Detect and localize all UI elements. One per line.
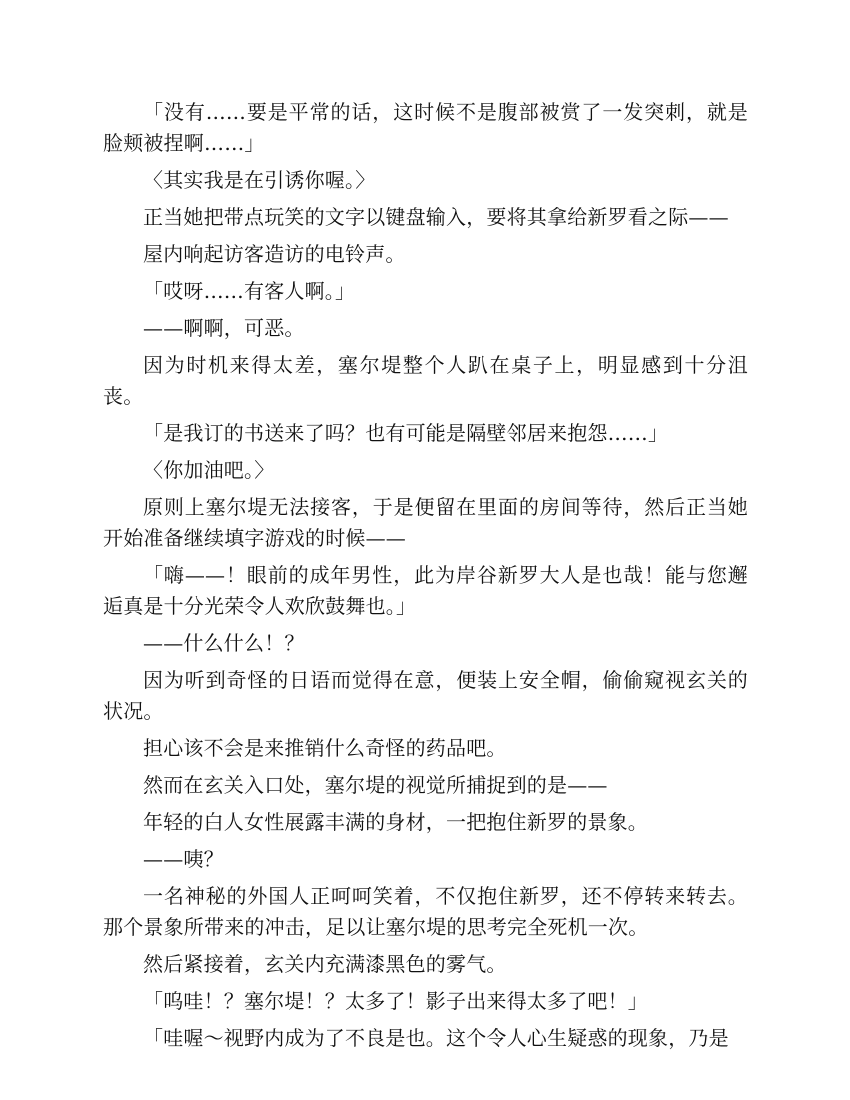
paragraph: 因为时机来得太差，塞尔堤整个人趴在桌子上，明显感到十分沮丧。 <box>103 353 748 408</box>
paragraph: 〈你加油吧。〉 <box>143 458 275 482</box>
paragraph: 〈其实我是在引诱你喔。〉 <box>143 168 376 192</box>
paragraph: 正当她把带点玩笑的文字以键盘输入，要将其拿给新罗看之际—— <box>143 205 729 229</box>
novel-page <box>103 97 748 1060</box>
paragraph: 担心该不会是来推销什么奇怪的药品吧。 <box>143 736 507 760</box>
paragraph: 「呜哇！？塞尔堤！？太多了！影子出来得太多了吧！」 <box>143 989 648 1013</box>
paragraph: 因为听到奇怪的日语而觉得在意，便装上安全帽，偷偷窥视玄关的状况。 <box>103 668 748 723</box>
paragraph: 然后紧接着，玄关内充满漆黑色的雾气。 <box>143 952 507 976</box>
paragraph: 原则上塞尔堤无法接客，于是便留在里面的房间等待，然后正当她开始准备继续填字游戏的时候—— <box>103 495 748 550</box>
paragraph: ——咦？ <box>143 847 224 871</box>
paragraph: 年轻的白人女性展露丰满的身材，一把抱住新罗的景象。 <box>143 810 648 834</box>
paragraph: 「没有……要是平常的话，这时候不是腹部被赏了一发突刺，就是脸颊被捏啊……」 <box>103 100 748 155</box>
paragraph: 一名神秘的外国人正呵呵笑着，不仅抱住新罗，还不停转来转去。那个景象所带来的冲击，足以让塞尔堤的思考完全死机一次。 <box>103 884 748 939</box>
paragraph: 「是我订的书送来了吗？也有可能是隔壁邻居来抱怨……」 <box>143 421 669 445</box>
paragraph: ——啊啊，可恶。 <box>143 316 305 340</box>
paragraph: 然而在玄关入口处，塞尔堤的视觉所捕捉到的是—— <box>143 773 608 797</box>
paragraph: 「哇喔～视野内成为了不良是也。这个令人心生疑惑的现象，乃是 <box>143 1026 729 1050</box>
paragraph: 「嗨——！眼前的成年男性，此为岸谷新罗大人是也哉！能与您邂逅真是十分光荣令人欢欣鼓舞也。」 <box>103 563 748 618</box>
paragraph: 屋内响起访客造访的电铃声。 <box>143 242 406 266</box>
paragraph: ——什么什么！？ <box>143 631 305 655</box>
paragraph: 「哎呀……有客人啊。」 <box>143 279 356 303</box>
